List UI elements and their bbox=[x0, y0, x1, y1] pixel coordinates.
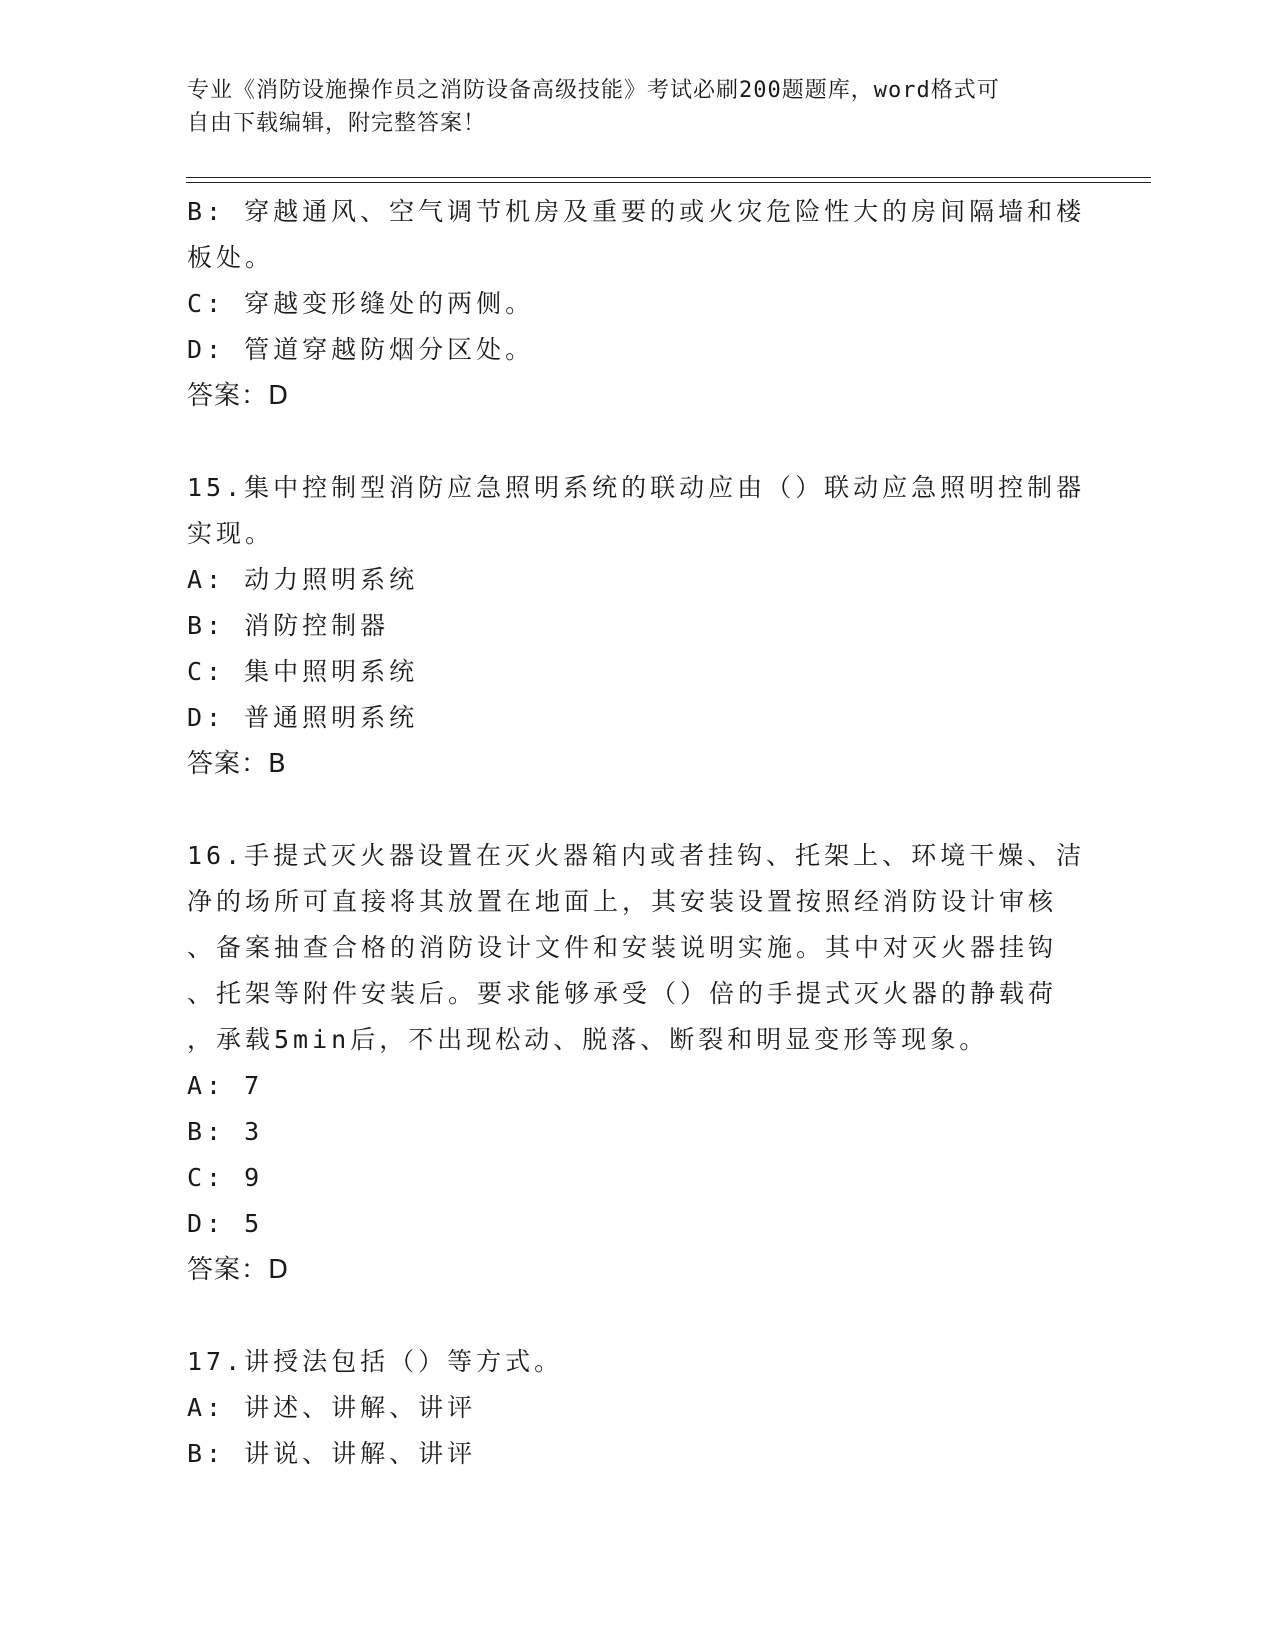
question-15-option-c: C: 集中照明系统 bbox=[187, 657, 419, 686]
header-divider-bottom bbox=[186, 182, 1151, 183]
question-spacer bbox=[187, 787, 1087, 833]
question-content bbox=[187, 189, 1087, 1477]
question-16 bbox=[187, 833, 1087, 1293]
question-16-option-d: D: 5 bbox=[187, 1209, 264, 1238]
question-16-stem-line-1: 16.手提式灭火器设置在灭火器箱内或者挂钩、托架上、环境干燥、洁 bbox=[187, 841, 1086, 870]
question-16-option-a: A: 7 bbox=[187, 1071, 264, 1100]
question-15-option-d: D: 普通照明系统 bbox=[187, 703, 419, 732]
document-header bbox=[187, 74, 1067, 140]
question-17-stem-line-1: 17.讲授法包括（）等方式。 bbox=[187, 1347, 564, 1376]
question-16-option-b: B: 3 bbox=[187, 1117, 264, 1146]
question-14-option-c: C: 穿越变形缝处的两侧。 bbox=[187, 289, 535, 318]
question-14-option-b-line-1: B: 穿越通风、空气调节机房及重要的或火灾危险性大的房间隔墙和楼 bbox=[187, 197, 1086, 226]
question-16-stem-line-2: 净的场所可直接将其放置在地面上，其安装设置按照经消防设计审核 bbox=[187, 887, 1058, 916]
question-15-option-a: A: 动力照明系统 bbox=[187, 565, 419, 594]
question-17-option-a: A: 讲述、讲解、讲评 bbox=[187, 1393, 477, 1422]
question-15 bbox=[187, 465, 1087, 787]
question-14-option-b-line-2: 板处。 bbox=[187, 243, 275, 272]
header-title-line-1: 专业《消防设施操作员之消防设备高级技能》考试必刷200题题库，word格式可 bbox=[187, 78, 1000, 103]
question-15-stem-line-1: 15.集中控制型消防应急照明系统的联动应由（）联动应急照明控制器 bbox=[187, 473, 1086, 502]
question-16-option-c: C: 9 bbox=[187, 1163, 264, 1192]
question-spacer bbox=[187, 1293, 1087, 1339]
question-14 bbox=[187, 189, 1087, 419]
question-16-answer: 答案：D bbox=[187, 1255, 290, 1285]
question-16-stem-line-3: 、备案抽查合格的消防设计文件和安装说明实施。其中对灭火器挂钩 bbox=[187, 933, 1058, 962]
question-16-stem-line-5: ，承载5min后，不出现松动、脱落、断裂和明显变形等现象。 bbox=[187, 1025, 989, 1054]
header-divider-top bbox=[186, 177, 1151, 178]
question-17 bbox=[187, 1339, 1087, 1477]
question-15-stem-line-2: 实现。 bbox=[187, 519, 275, 548]
question-15-option-b: B: 消防控制器 bbox=[187, 611, 390, 640]
question-15-answer: 答案：B bbox=[187, 749, 287, 779]
question-14-option-d: D: 管道穿越防烟分区处。 bbox=[187, 335, 535, 364]
question-16-stem-line-4: 、托架等附件安装后。要求能够承受（）倍的手提式灭火器的静载荷 bbox=[187, 979, 1058, 1008]
header-title-line-2: 自由下载编辑，附完整答案！ bbox=[187, 111, 487, 136]
question-17-option-b: B: 讲说、讲解、讲评 bbox=[187, 1439, 477, 1468]
question-spacer bbox=[187, 419, 1087, 465]
question-14-answer: 答案：D bbox=[187, 381, 290, 411]
